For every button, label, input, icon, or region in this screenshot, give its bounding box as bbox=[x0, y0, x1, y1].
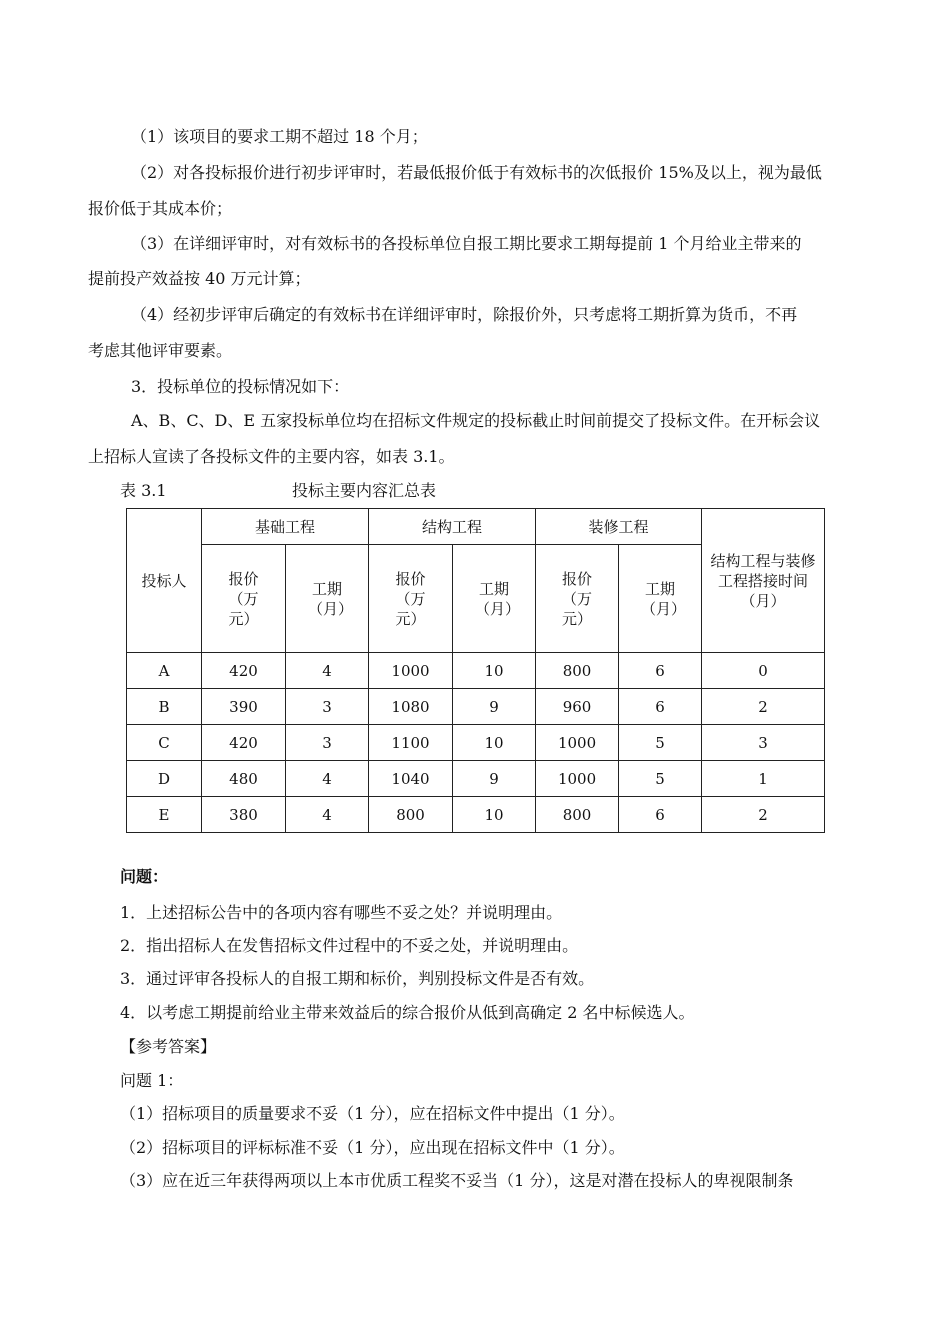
question-3: 3．通过评审各投标人的自报工期和标价，判别投标文件是否有效。 bbox=[120, 969, 595, 988]
table-row bbox=[127, 725, 825, 761]
table-cell: 1 bbox=[702, 761, 825, 797]
group-header-structure: 结构工程 bbox=[369, 509, 536, 545]
table-title: 投标主要内容汇总表 bbox=[292, 481, 437, 500]
answer-question-1-label: 问题 1： bbox=[120, 1071, 184, 1090]
table-row bbox=[127, 761, 825, 797]
requirement-2-line-1: （2）对各投标报价进行初步评审时，若最低报价低于有效标书的次低报价 15%及以上，视为最低 bbox=[131, 163, 822, 182]
table-cell: 390 bbox=[202, 689, 286, 725]
table-cell: 2 bbox=[702, 689, 825, 725]
section-3-heading: 3．投标单位的投标情况如下： bbox=[131, 377, 350, 396]
requirement-4-line-2: 考虑其他评审要素。 bbox=[88, 341, 233, 360]
bid-summary-table bbox=[126, 508, 825, 833]
questions-heading: 问题： bbox=[120, 867, 169, 886]
table-cell: 1080 bbox=[369, 689, 453, 725]
decoration-period-header: 工期（月） bbox=[619, 545, 702, 653]
table-cell: 6 bbox=[619, 797, 702, 833]
table-cell: 3 bbox=[286, 689, 369, 725]
table-row bbox=[127, 689, 825, 725]
table-cell: 2 bbox=[702, 797, 825, 833]
question-1: 1．上述招标公告中的各项内容有哪些不妥之处？并说明理由。 bbox=[120, 903, 563, 922]
table-cell: 10 bbox=[453, 797, 536, 833]
table-cell: 800 bbox=[536, 653, 619, 689]
answer-item-3: （3）应在近三年获得两项以上本市优质工程奖不妥当（1 分），这是对潜在投标人的卑视限制条 bbox=[120, 1171, 794, 1190]
table-cell: 3 bbox=[286, 725, 369, 761]
table-cell: 1000 bbox=[536, 761, 619, 797]
table-cell: 6 bbox=[619, 689, 702, 725]
requirement-2-line-2: 报价低于其成本价； bbox=[88, 199, 233, 218]
foundation-price-header: 报价（万元） bbox=[202, 545, 286, 653]
table-cell: 4 bbox=[286, 653, 369, 689]
foundation-period-header: 工期（月） bbox=[286, 545, 369, 653]
table-cell: 5 bbox=[619, 725, 702, 761]
table-cell: 10 bbox=[453, 725, 536, 761]
table-cell: 960 bbox=[536, 689, 619, 725]
bidder-header: 投标人 bbox=[127, 509, 202, 653]
table-cell: 3 bbox=[702, 725, 825, 761]
table-cell: 1100 bbox=[369, 725, 453, 761]
table-cell: 420 bbox=[202, 653, 286, 689]
table-cell: 9 bbox=[453, 761, 536, 797]
structure-price-header: 报价（万元） bbox=[369, 545, 453, 653]
requirement-3-line-2: 提前投产效益按 40 万元计算； bbox=[88, 269, 311, 288]
table-cell: E bbox=[127, 797, 202, 833]
table-cell: 800 bbox=[369, 797, 453, 833]
table-cell: 420 bbox=[202, 725, 286, 761]
table-cell: C bbox=[127, 725, 202, 761]
bid-intro-line-2: 上招标人宣读了各投标文件的主要内容，如表 3.1。 bbox=[88, 447, 455, 466]
structure-period-header: 工期（月） bbox=[453, 545, 536, 653]
question-4: 4．以考虑工期提前给业主带来效益后的综合报价从低到高确定 2 名中标候选人。 bbox=[120, 1003, 695, 1022]
requirement-3-line-1: （3）在详细评审时，对有效标书的各投标单位自报工期比要求工期每提前 1 个月给业主带来的 bbox=[131, 234, 802, 253]
table-cell: D bbox=[127, 761, 202, 797]
group-header-decoration: 装修工程 bbox=[536, 509, 702, 545]
decoration-price-header: 报价（万元） bbox=[536, 545, 619, 653]
answer-heading: 【参考答案】 bbox=[120, 1037, 217, 1056]
table-cell: 1000 bbox=[536, 725, 619, 761]
table-label: 表 3.1 bbox=[120, 481, 167, 500]
answer-item-2: （2）招标项目的评标标准不妥（1 分），应出现在招标文件中（1 分）。 bbox=[120, 1138, 625, 1157]
table-cell: 380 bbox=[202, 797, 286, 833]
table-cell: 6 bbox=[619, 653, 702, 689]
table-cell: 4 bbox=[286, 797, 369, 833]
table-cell: 5 bbox=[619, 761, 702, 797]
table-cell: B bbox=[127, 689, 202, 725]
group-header-foundation: 基础工程 bbox=[202, 509, 369, 545]
answer-item-1: （1）招标项目的质量要求不妥（1 分），应在招标文件中提出（1 分）。 bbox=[120, 1104, 625, 1123]
table-cell: 9 bbox=[453, 689, 536, 725]
table-cell: A bbox=[127, 653, 202, 689]
table-cell: 1000 bbox=[369, 653, 453, 689]
table-cell: 4 bbox=[286, 761, 369, 797]
requirement-1: （1）该项目的要求工期不超过 18 个月； bbox=[131, 127, 428, 146]
bid-intro-line-1: A、B、C、D、E 五家投标单位均在招标文件规定的投标截止时间前提交了投标文件。在开标会议 bbox=[131, 411, 821, 430]
table-cell: 800 bbox=[536, 797, 619, 833]
table-cell: 0 bbox=[702, 653, 825, 689]
table-cell: 1040 bbox=[369, 761, 453, 797]
question-2: 2．指出招标人在发售招标文件过程中的不妥之处，并说明理由。 bbox=[120, 936, 579, 955]
overlap-time-header: 结构工程与装修工程搭接时间（月） bbox=[702, 509, 825, 653]
requirement-4-line-1: （4）经初步评审后确定的有效标书在详细评审时，除报价外，只考虑将工期折算为货币，不再 bbox=[131, 305, 798, 324]
table-row bbox=[127, 653, 825, 689]
table-cell: 10 bbox=[453, 653, 536, 689]
table-row bbox=[127, 797, 825, 833]
table-cell: 480 bbox=[202, 761, 286, 797]
